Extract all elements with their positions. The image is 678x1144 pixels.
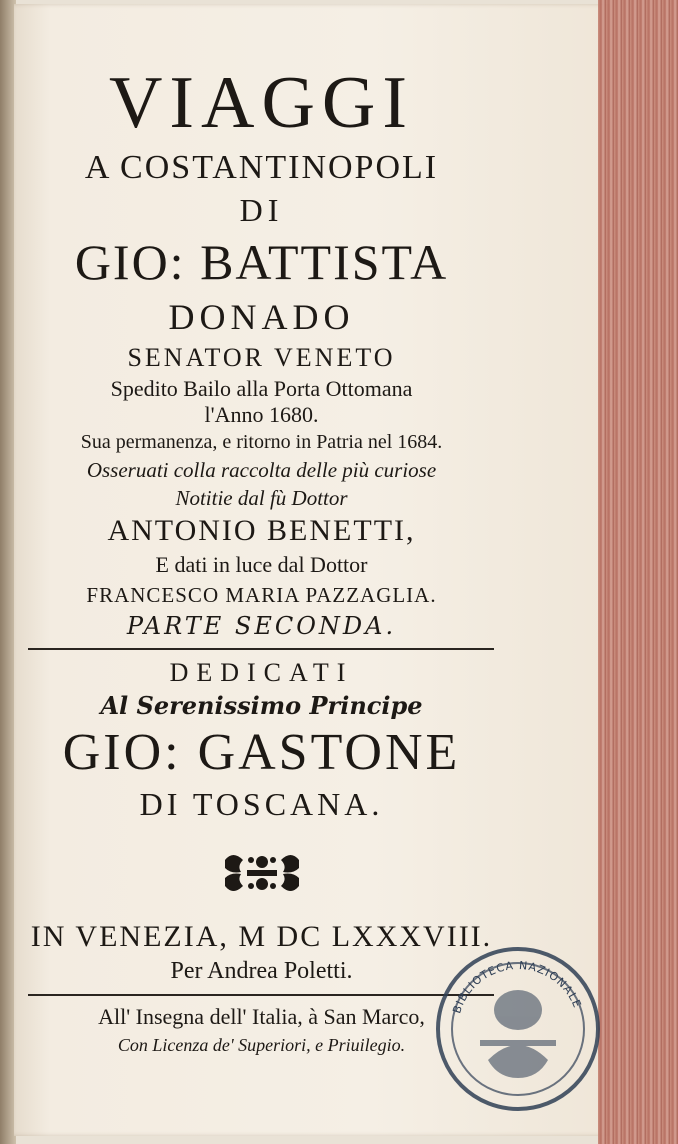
title-text-block <box>24 60 499 1058</box>
description-line-6: E dati in luce dal Dottor <box>155 552 368 577</box>
divider-rule <box>28 648 494 650</box>
editor-name: ANTONIO BENETTI, <box>107 514 416 547</box>
second-editor-name: FRANCESCO MARIA PAZZAGLIA. <box>86 583 437 607</box>
author-first-name: GIO: BATTISTA <box>74 234 449 290</box>
page-edges-red <box>598 0 678 1144</box>
dedicatee-name: GIO: GASTONE <box>62 724 461 781</box>
main-title: VIAGGI <box>108 62 415 144</box>
imprint-sign: All' Insegna dell' Italia, à San Marco, <box>98 1004 425 1029</box>
description-line-4: Osseruati colla raccolta delle più curiose <box>86 458 437 482</box>
description-line-3: Sua permanenza, e ritorno in Patria nel 1684. <box>80 431 443 453</box>
stamp-text: BIBLIOTECA NAZIONALE <box>450 958 584 1016</box>
printer-ornament-icon <box>221 850 303 896</box>
imprint-printer: Per Andrea Poletti. <box>170 958 353 984</box>
author-title: SENATOR VENETO <box>127 343 396 372</box>
description-line-2: l'Anno 1680. <box>204 402 319 427</box>
title-di: DI <box>239 192 284 228</box>
title-subline: A COSTANTINOPOLI <box>84 149 439 186</box>
imprint-license: Con Licenza de' Superiori, e Priuilegio. <box>117 1035 406 1055</box>
imprint-rule <box>28 994 494 996</box>
imprint-place-date: IN VENEZIA, M DC LXXXVIII. <box>30 920 493 953</box>
dedication-line: Al Serenissimo Principe <box>100 691 423 720</box>
author-surname: DONADO <box>168 297 355 337</box>
description-line-5: Notitie dal fù Dottor <box>175 486 348 510</box>
library-stamp-icon <box>428 940 608 1118</box>
description-line-1: Spedito Bailo alla Porta Ottomana <box>110 376 413 401</box>
part-label: PARTE SECONDA. <box>126 612 397 640</box>
dedication-label: DEDICATI <box>169 658 354 687</box>
dedicatee-title: DI TOSCANA. <box>139 786 384 822</box>
